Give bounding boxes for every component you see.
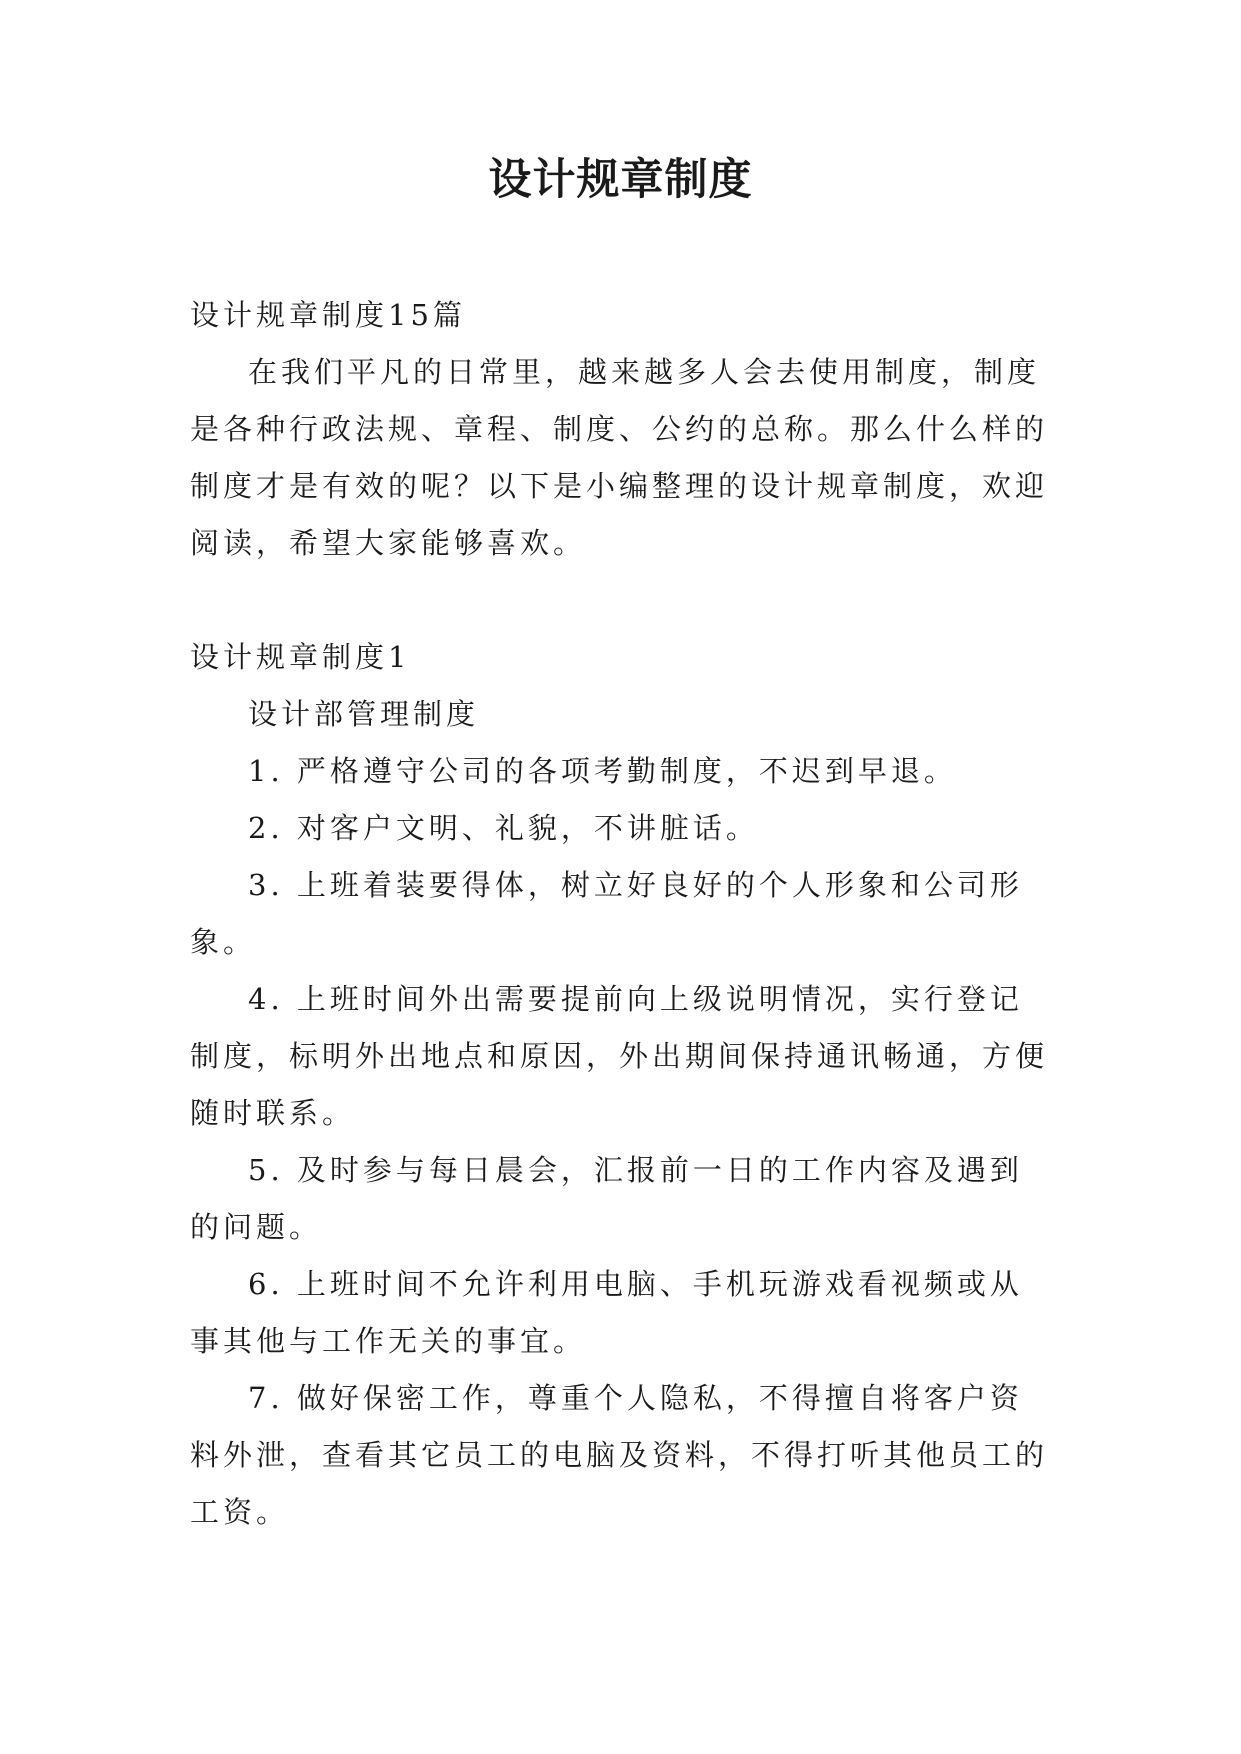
document-subtitle: 设计规章制度15篇 (190, 298, 466, 332)
section-heading: 设计规章制度1 (190, 640, 411, 674)
rule-item: 6. 上班时间不允许利用电脑、手机玩游戏看视频或从事其他与工作无关的事宜。 (190, 1267, 1023, 1358)
intro-paragraph: 在我们平凡的日常里，越来越多人会去使用制度，制度是各种行政法规、章程、制度、公约的总称。那么什么样的制度才是有效的呢？以下是小编整理的设计规章制度，欢迎阅读，希望大家能够喜欢。 (190, 355, 1049, 560)
rule-item: 1. 严格遵守公司的各项考勤制度，不迟到早退。 (248, 754, 957, 788)
rule-item: 4. 上班时间外出需要提前向上级说明情况，实行登记制度，标明外出地点和原因，外出期间保持通讯畅通，方便随时联系。 (190, 982, 1049, 1130)
rule-item: 5. 及时参与每日晨会，汇报前一日的工作内容及遇到的问题。 (190, 1153, 1023, 1244)
rule-item: 2. 对客户文明、礼貌，不讲脏话。 (248, 811, 759, 845)
document-title: 设计规章制度 (488, 155, 753, 205)
section-subheading: 设计部管理制度 (248, 697, 480, 731)
rule-item: 7. 做好保密工作，尊重个人隐私，不得擅自将客户资料外泄，查看其它员工的电脑及资料，不得打听其他员工的工资。 (190, 1381, 1049, 1529)
paragraph-spacer (190, 572, 1050, 629)
rule-item: 3. 上班着装要得体，树立好良好的个人形象和公司形象。 (190, 868, 1023, 959)
document-body (190, 287, 1050, 1541)
